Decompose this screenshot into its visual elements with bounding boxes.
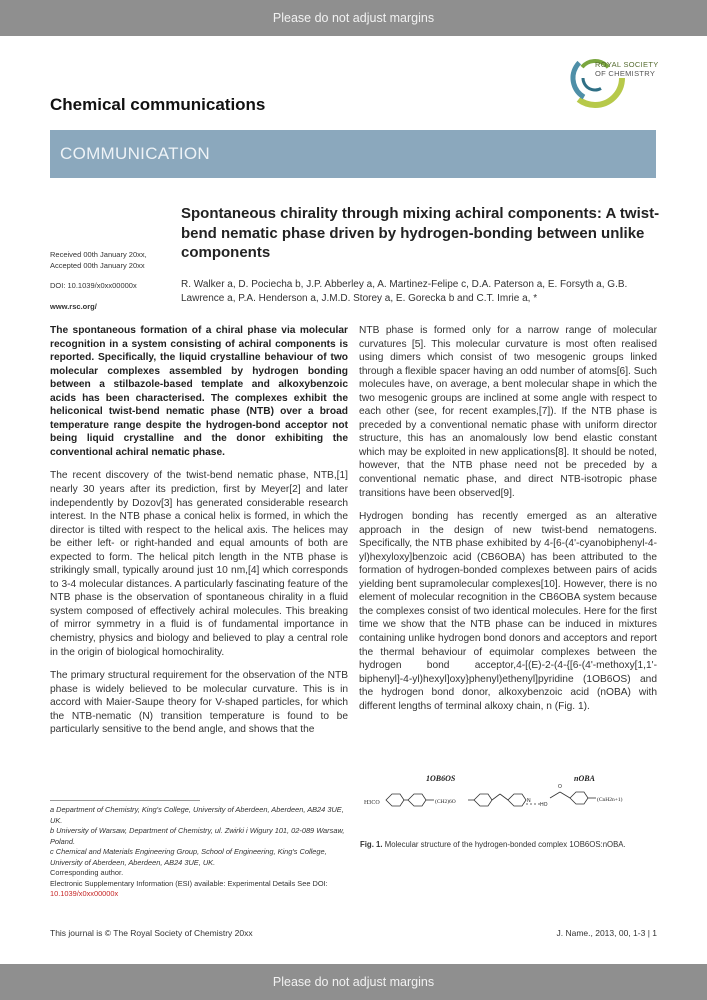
figure-group-left: H3CO <box>364 800 380 806</box>
figure-label-right: nOBA <box>574 774 595 783</box>
paragraph: The primary structural requirement for the observation of the NTB phase is widely believed to be molecular curvature. This is in accord with Maier-Saupe theory for V-shaped particles, for which the NTB-nematic (N) transition temperature is found to be particularly sensitive to the bend angle, and shows that the <box>50 670 348 736</box>
svg-text:N: N <box>527 798 531 804</box>
paragraph: NTB phase is formed only for a narrow range of molecular curvatures [5]. This molecular curvature is most often realised using dimers which consist of two mesogenic groups linked through a flexible spacer having an odd number of atoms[6]. Such molecules have, on average, a bent molecular shape in which the two mesogenic groups are inclined at some angle with respect to each other (see, for recent examples,[7]). If the NTB phase is preceded by a conventional nematic phase with uniform director structure, this has an anomalously low bend elastic constant which may be exploited in new applications[8]. It should be noted, however, that the NTB phase need not be preceded by a conventional nematic phase, and direct NTB-isotropic phase transitions have been observed[9]. <box>359 325 657 499</box>
paragraph: The recent discovery of the twist-bend nematic phase, NTB,[1] nearly 30 years after its prediction, first by Meyer[2] and later independently by Dozov[3] has generated considerable research interest. In the NTB phase a conical helix is formed, in which the director is tilted with respect to the helical axis. The helices may be either left- or right-handed and equal amounts of both are expected to form. The helical pitch length in the NTB phase is strikingly small, typically around just 10 nm,[4] which corresponds to 3-4 molecular distances. A particularly fascinating feature of the NTB phase is the observation of spontaneous chirality in a fluid system composed of effectively achiral molecules. This breaking of mirror symmetry in a fluid is of fundamental importance in chemistry, physics and biology and believed to play a central role in the origin of biological homochirality. <box>50 470 348 658</box>
figure-label-left: 1OB6OS <box>426 774 456 783</box>
author-list: R. Walker a, D. Pociecha b, J.P. Abberley a, A. Martinez-Felipe c, D.A. Paterson a, E. Forsyth a, G.B. Lawrence a, P.A. Henderson a, J.M.D. Storey a, E. Gorecka b and C.T. Imrie a, * <box>181 279 628 304</box>
corresponding-note: Corresponding author. <box>50 868 124 877</box>
article-title: Spontaneous chirality through mixing achiral components: A twist-bend nematic phase driven by hydrogen-bonding between unlike components <box>181 205 660 261</box>
rsc-logo-text: ROYAL SOCIETY OF CHEMISTRY <box>595 60 659 78</box>
esi-doi-link[interactable]: 10.1039/x0xx00000x <box>50 889 119 898</box>
figure-caption: Fig. 1. Molecular structure of the hydrogen-bonded complex 1OB6OS:nOBA. <box>360 840 626 849</box>
affiliation-c: c Chemical and Materials Engineering Group, School of Engineering, King's College, University of Aberdeen, Aberdeen, AB24 3UE, UK. <box>50 847 327 867</box>
molecular-structure-figure <box>364 770 656 830</box>
esi-note: Electronic Supplementary Information (ESI) available: Experimental Details See DOI: 10.1039/x0xx00000x <box>50 878 328 898</box>
footer-margin-bar: Please do not adjust margins <box>0 964 707 1000</box>
rsc-logo-icon <box>562 46 692 110</box>
website-link[interactable]: www.rsc.org/ <box>50 302 97 311</box>
left-column <box>50 324 348 747</box>
journal-name: Chemical communications <box>50 95 266 114</box>
footnotes <box>50 800 350 900</box>
received-date: Received 00th January 20xx, <box>50 250 147 259</box>
paragraph: Hydrogen bonding has recently emerged as an alterative approach in the design of new twist-bend nematogens. Specifically, the NTB phase exhibited by 4-[6-(4'-cyanobiphenyl-4-yl)hexyloxy]benzoic acid (CB6OBA) has been attributed to the formation of hydrogen-bonded complexes between pairs of acids yielding bent supramolecular complexes[10]. However, there is no element of molecular recognition in the CB6OBA system because the complexes consist of two identical molecules. Here for the first time we show that the NTB phase can be induced in mixtures containing unlike hydrogen bond donors and acceptors and report the thermal behaviour of equimolar complexes between the hydrogen bond acceptor,4-[(E)-2-(4-{[6-(4'-methoxy[1,1'-biphenyl]-4-yl)hexyl]oxy}phenyl)ethenyl]pyridine (1OB6OS) and the hydrogen bond donor, alkoxybenzoic acid (nOBA) with different lengths of terminal alkoxy chain, n (Fig. 1). <box>359 511 657 712</box>
abstract: The spontaneous formation of a chiral phase via molecular recognition in a system consisting of achiral components is reported. Specifically, the liquid crystalline behaviour of two molecular complexes assembled by hydrogen bonding between a stilbazole-based template and alkoxybenzoic acids has been characterised. The complexes exhibit the heliconical twist-bend nematic phase (NTB) over a broad temperature range despite the hydrogen-bond acceptor not being liquid crystalline and the donor exhibiting the conventional achiral nematic phase. <box>50 325 348 458</box>
affiliation-a: a Department of Chemistry, King's College, University of Aberdeen, Aberdeen, AB24 3UE, UK. <box>50 805 344 825</box>
affiliation-b: b University of Warsaw, Department of Chemistry, ul. Zwirki i Wigury 101, 02-089 Warsaw, Poland. <box>50 826 345 846</box>
page-info: J. Name., 2013, 00, 1-3 | 1 <box>556 928 657 938</box>
header-margin-bar: Please do not adjust margins <box>0 0 707 36</box>
right-column <box>359 324 657 723</box>
svg-text:HO: HO <box>540 802 548 808</box>
section-banner: COMMUNICATION <box>50 130 656 178</box>
svg-text:O: O <box>558 784 562 790</box>
figure-group-right: (CnH2n+1) <box>597 797 623 803</box>
accepted-date: Accepted 00th January 20xx <box>50 261 145 270</box>
doi[interactable]: DOI: 10.1039/x0xx00000x <box>50 281 137 290</box>
footnote-divider <box>50 800 200 801</box>
figure-spacer: (CH2)6O <box>435 799 456 805</box>
copyright: This journal is © The Royal Society of Chemistry 20xx <box>50 928 253 938</box>
